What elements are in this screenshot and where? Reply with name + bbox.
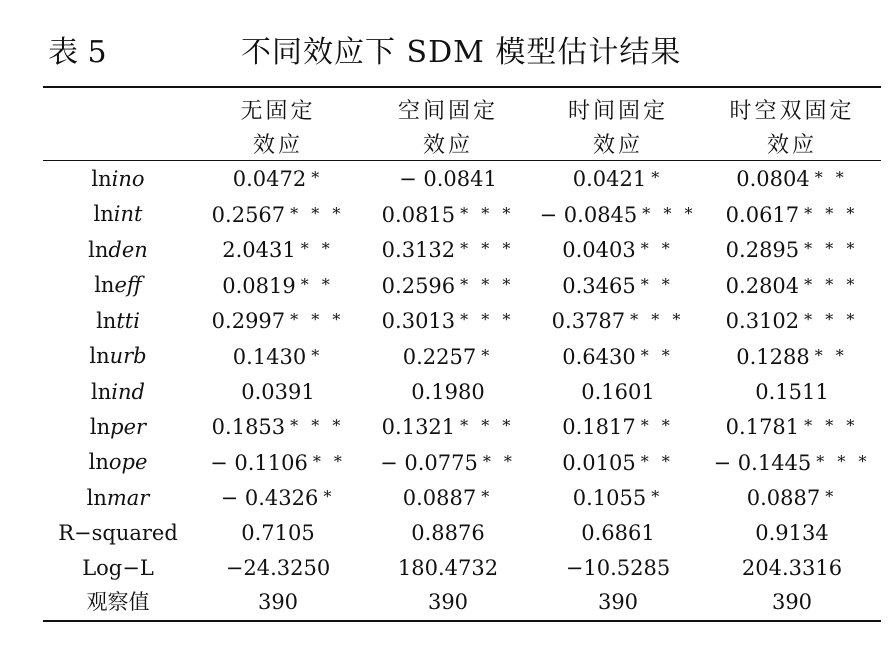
header-space-fixed: 空间固定 [363,87,533,126]
coefficient-value: −10.5285 [565,555,671,580]
variable-suffix: ind [111,379,145,404]
coefficient-cell [533,197,703,233]
coefficient-cell [703,551,881,586]
coefficient-value: 0.2804 [725,273,800,298]
coefficient-cell [533,303,703,339]
coefficient-cell [703,197,881,233]
variable-prefix: ln [93,202,114,227]
coefficient-value: − 0.1445 [713,450,812,475]
header-row-1 [43,87,881,126]
table-row [43,268,881,304]
variable-prefix: Log−L [82,555,154,580]
coefficient-value: 0.0403 [562,238,636,263]
coefficient-value: 0.0391 [241,379,315,404]
significance-stars: * * [300,274,334,294]
coefficient-value: 0.1853 [211,415,286,440]
coefficient-value: 0.1817 [562,415,636,440]
coefficient-value: 2.0431 [222,238,296,263]
coefficient-value: 0.1430 [232,344,307,369]
coefficient-cell [363,516,533,551]
coefficient-value: 0.7105 [241,520,315,545]
coefficient-cell [703,268,881,304]
coefficient-cell [703,375,881,410]
coefficient-value: 0.0819 [222,273,296,298]
significance-stars: * * * [460,239,515,259]
header-two-way-fixed: 时空双固定 [703,87,881,126]
coefficient-value: 204.3316 [741,555,843,580]
table-body [43,161,881,621]
coefficient-cell [193,232,363,268]
variable-prefix: ln [94,273,115,298]
variable-name [43,268,193,304]
coefficient-value: 0.0421 [572,167,647,191]
coefficient-cell [363,585,533,621]
header-effect-4: 效应 [703,126,881,161]
significance-stars: * [825,487,838,507]
coefficient-cell [703,516,881,551]
variable-prefix: ln [86,485,107,510]
variable-prefix: ln [89,414,111,439]
header-blank [43,87,193,126]
significance-stars: * * [482,451,516,471]
coefficient-cell [533,375,703,410]
coefficient-cell [363,375,533,410]
header-no-fixed: 无固定 [193,87,363,126]
coefficient-cell [363,303,533,339]
coefficient-cell [533,232,703,268]
significance-stars: * [323,487,336,507]
coefficient-value: 0.0815 [381,202,456,227]
coefficient-value: 0.9134 [755,520,829,545]
coefficient-value: 0.0105 [562,450,636,475]
significance-stars: * [651,487,664,507]
header-effect-2: 效应 [363,126,533,161]
variable-prefix: ln [96,308,117,333]
significance-stars: * * * [804,310,859,330]
variable-name [43,585,193,621]
variable-suffix: int [113,202,143,227]
coefficient-value: 0.1980 [411,379,485,404]
coefficient-value: 0.2596 [381,273,456,298]
coefficient-cell [193,445,363,481]
coefficient-cell [193,197,363,233]
results-table [43,86,881,622]
coefficient-cell [193,339,363,375]
significance-stars: * * * [630,310,685,330]
variable-suffix: per [110,414,147,439]
coefficient-cell [703,585,881,621]
significance-stars: * * [312,451,346,471]
coefficient-value: 0.0617 [725,202,800,227]
significance-stars: * * [640,274,674,294]
table-row [43,585,881,621]
coefficient-value: 0.1511 [755,379,829,404]
coefficient-cell [703,339,881,375]
coefficient-cell [193,409,363,445]
variable-name [43,197,193,233]
coefficient-value: 390 [771,590,813,615]
variable-prefix: 观察值 [86,590,150,615]
header-row-2 [43,126,881,161]
coefficient-value: 0.6430 [562,344,636,369]
table-row [43,551,881,586]
significance-stars: * * * [290,310,345,330]
variable-prefix: ln [89,344,110,369]
variable-prefix: ln [91,379,112,404]
coefficient-cell [363,551,533,586]
coefficient-value: 0.2895 [725,238,800,263]
coefficient-cell [533,516,703,551]
coefficient-cell [193,268,363,304]
significance-stars: * * * [460,416,515,436]
coefficient-cell [193,303,363,339]
coefficient-value: 0.0887 [746,486,821,511]
coefficient-cell [363,197,533,233]
header-effect-3: 效应 [533,126,703,161]
variable-prefix: ln [88,450,109,475]
coefficient-value: 0.1601 [581,379,655,404]
significance-stars: * [311,345,324,365]
coefficient-value: 0.2567 [211,202,286,227]
variable-name [43,161,193,197]
significance-stars: * * [640,239,674,259]
coefficient-value: 0.1055 [572,486,647,511]
coefficient-value: 0.8876 [411,520,485,545]
coefficient-cell [703,445,881,481]
significance-stars: * * * [804,239,859,259]
coefficient-cell [193,585,363,621]
variable-name [43,445,193,481]
variable-name [43,480,193,516]
coefficient-value: 0.3465 [562,273,636,298]
variable-suffix: ino [111,166,145,191]
coefficient-value: − 0.0841 [399,166,497,191]
coefficient-value: 0.2257 [402,344,477,369]
table-row [43,409,881,445]
coefficient-cell [363,445,533,481]
table-row [43,197,881,233]
coefficient-cell [363,232,533,268]
coefficient-cell [533,445,703,481]
coefficient-value: 0.6861 [581,520,655,545]
table-row [43,516,881,551]
coefficient-cell [533,551,703,586]
coefficient-cell [533,161,703,197]
variable-name [43,551,193,586]
coefficient-cell [363,339,533,375]
coefficient-cell [703,409,881,445]
coefficient-value: 0.0887 [402,486,477,511]
coefficient-value: −24.3250 [225,555,331,580]
table-row [43,161,881,197]
coefficient-value: 0.3102 [725,309,800,334]
significance-stars: * * * [460,203,515,223]
variable-suffix: ope [108,450,148,475]
coefficient-cell [363,480,533,516]
significance-stars: * [481,487,494,507]
variable-prefix: ln [91,166,112,191]
coefficient-value: 0.0472 [232,167,307,191]
coefficient-value: 390 [257,590,299,615]
coefficient-value: − 0.4326 [220,486,319,511]
variable-suffix: tti [116,308,140,333]
coefficient-value: 0.1321 [381,415,456,440]
coefficient-cell [703,303,881,339]
table-row [43,303,881,339]
significance-stars: * * * [804,274,859,294]
table-number: 表 5 [48,35,107,70]
significance-stars: * * * [460,274,515,294]
variable-suffix: eff [114,273,142,298]
table-row [43,445,881,481]
variable-suffix: den [108,237,148,262]
coefficient-value: 390 [427,590,469,615]
header-effect-1: 效应 [193,126,363,161]
coefficient-value: 180.4732 [397,555,499,580]
significance-stars: * * [640,451,674,471]
coefficient-value: 0.1781 [725,415,800,440]
coefficient-value: 0.3132 [381,238,456,263]
significance-stars: * * [814,345,848,365]
coefficient-cell [533,268,703,304]
header-time-fixed: 时间固定 [533,87,703,126]
coefficient-cell [533,480,703,516]
coefficient-cell [193,516,363,551]
variable-suffix: urb [109,344,147,369]
significance-stars: * * * [804,416,859,436]
table-caption [48,28,872,78]
variable-name [43,409,193,445]
variable-name [43,516,193,551]
significance-stars: * * [300,239,334,259]
coefficient-value: 0.0804 [736,167,810,191]
coefficient-value: − 0.1106 [210,450,308,475]
significance-stars: * [651,168,664,187]
significance-stars: * * * [290,416,345,436]
results-table-container [43,86,881,622]
significance-stars: * * * [290,203,345,223]
coefficient-value: 390 [597,590,639,615]
coefficient-cell [363,161,533,197]
table-row [43,232,881,268]
variable-prefix: ln [88,237,109,262]
coefficient-cell [193,551,363,586]
coefficient-cell [193,375,363,410]
header-blank-2 [43,126,193,161]
variable-name [43,232,193,268]
coefficient-value: 0.3787 [551,309,626,334]
coefficient-cell [533,409,703,445]
table-row [43,375,881,410]
significance-stars: * * [640,416,674,436]
variable-name [43,339,193,375]
variable-name [43,303,193,339]
coefficient-cell [193,480,363,516]
coefficient-cell [363,409,533,445]
significance-stars: * * * [816,451,871,471]
variable-prefix: R−squared [58,520,178,545]
significance-stars: * * * [642,203,697,223]
coefficient-value: − 0.0775 [380,450,478,475]
coefficient-value: 0.2997 [211,309,286,334]
significance-stars: * [481,345,494,365]
significance-stars: * * * [460,310,515,330]
coefficient-cell [533,339,703,375]
significance-stars: * * [640,345,674,365]
coefficient-cell [703,480,881,516]
significance-stars: * [311,168,324,187]
variable-name [43,375,193,410]
significance-stars: * * * [804,203,859,223]
coefficient-value: − 0.0845 [539,202,638,227]
coefficient-cell [533,585,703,621]
variable-suffix: mar [106,485,150,510]
coefficient-cell [703,232,881,268]
coefficient-cell [193,161,363,197]
coefficient-value: 0.1288 [736,344,810,369]
coefficient-cell [363,268,533,304]
table-row [43,339,881,375]
table-title: 不同效应下 SDM 模型估计结果 [241,35,682,70]
significance-stars: * * [814,168,848,187]
table-row [43,480,881,516]
coefficient-value: 0.3013 [381,309,456,334]
coefficient-cell [703,161,881,197]
